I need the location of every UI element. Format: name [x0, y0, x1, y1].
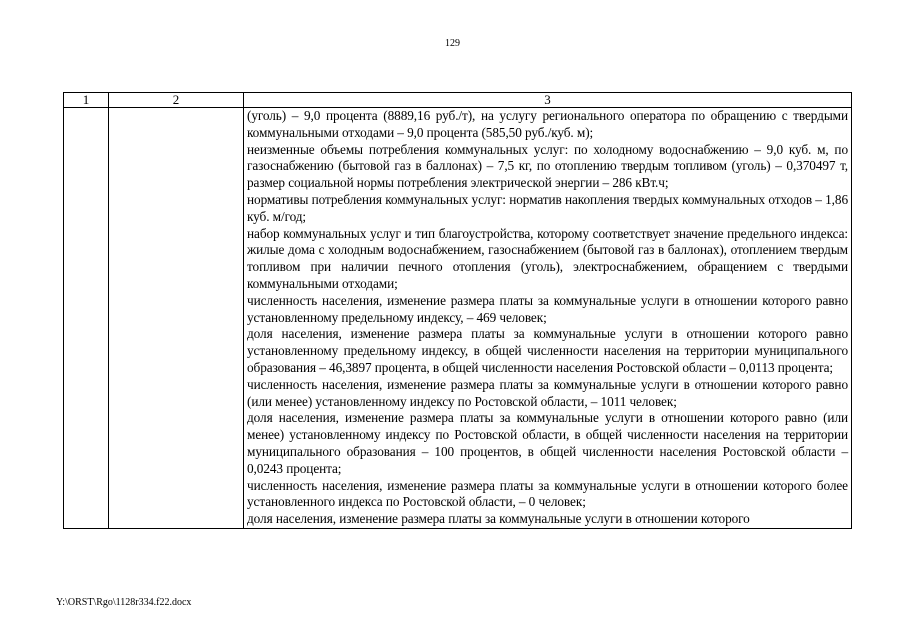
table-header-row	[64, 93, 852, 108]
paragraph: нормативы потребления коммунальных услуг: норматив накопления твердых коммунальных отходов – 1,86 куб. м/год;	[247, 191, 848, 224]
column-3-cell	[244, 108, 852, 529]
column-header-1: 1	[64, 93, 109, 108]
paragraph: (уголь) – 9,0 процента (8889,16 руб./т), на услугу регионального оператора по обращению с твердыми коммунальными отходами – 9,0 процента (585,50 руб./куб. м);	[247, 108, 848, 140]
paragraph: численность населения, изменение размера платы за коммунальные услуги в отношении которого равно (или менее) установленному индексу по Ростовской области, – 1011 человек;	[247, 376, 848, 409]
paragraph: доля населения, изменение размера платы за коммунальные услуги в отношении которого	[247, 511, 750, 527]
document-table	[63, 92, 852, 529]
column-header-3: 3	[244, 93, 852, 108]
table-row	[64, 108, 852, 529]
page-number: 129	[445, 38, 460, 49]
column-1-cell	[64, 108, 109, 529]
paragraph: численность населения, изменение размера платы за коммунальные услуги в отношении которого равно установленному предельному индексу, – 469 человек;	[247, 292, 848, 325]
paragraph: доля населения, изменение размера платы за коммунальные услуги в отношении которого равно (или менее) установленному индексу по Ростовской области, в общей численности населения на территории муниципального образования – 100 процентов, в общей численности населения Ростовской области – 0,0243 процента;	[247, 410, 848, 476]
column-header-2: 2	[109, 93, 244, 108]
paragraph: доля населения, изменение размера платы за коммунальные услуги в отношении которого равно установленному предельному индексу, в общей численности населения на территории муниципального образования – 46,3897 процента, в общей численности населения Ростовской области – 0,0113 процента;	[247, 326, 848, 375]
paragraph: набор коммунальных услуг и тип благоустройства, которому соответствует значение предельного индекса: жилые дома с холодным водоснабжением, газоснабжением (бытовой газ в баллонах), отоплением твердым топливом при наличии печного отопления (уголь), электроснабжением, обращением с твердыми коммунальными отходами;	[247, 225, 848, 291]
column-2-cell	[109, 108, 244, 529]
paragraph: неизменные объемы потребления коммунальных услуг: по холодному водоснабжению – 9,0 куб. м, по газоснабжению (бытовой газ в баллонах) – 7,5 кг, по отоплению твердым топливом (уголь) – 0,370497 т, размер социальной нормы потребления электрической энергии – 286 кВт.ч;	[247, 141, 848, 191]
file-path-footer: Y:\ORST\Rgo\1128r334.f22.docx	[56, 597, 192, 608]
paragraph: численность населения, изменение размера платы за коммунальные услуги в отношении которого более установленного индекса по Ростовской области, – 0 человек;	[247, 477, 848, 510]
